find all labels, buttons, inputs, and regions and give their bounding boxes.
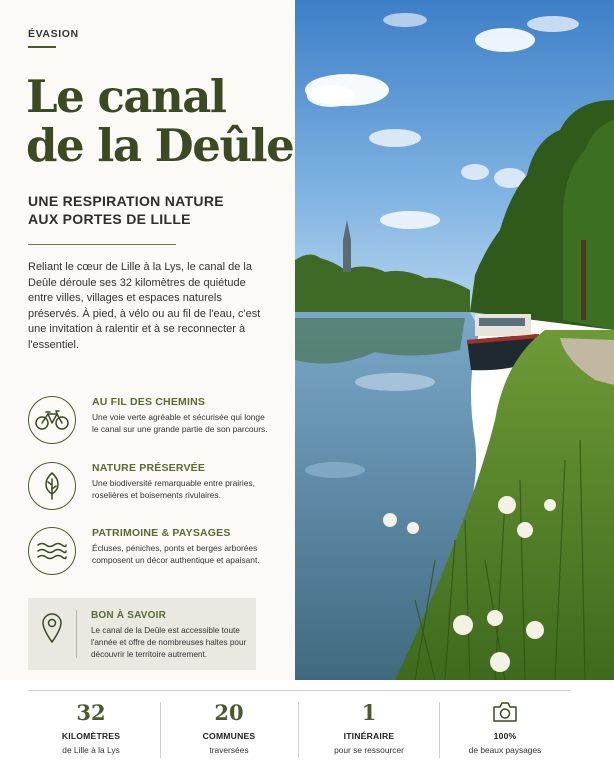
- subtitle-divider: [28, 244, 176, 245]
- feature-description: Une biodiversité remarquable entre prairies, roselières et boisements rivulaires.: [92, 478, 255, 501]
- info-divider: [76, 610, 77, 658]
- stat-value: 20: [214, 700, 244, 725]
- feature-heritage: [28, 527, 278, 581]
- location-pin-icon: [40, 612, 64, 649]
- feature-title: PATRIMOINE & PAYSAGES: [92, 527, 231, 539]
- feature-paths: [28, 396, 278, 450]
- stat-label: COMMUNES: [202, 731, 256, 741]
- info-description: Le canal de la Deûle est accessible toute l'année et offre de nombreuses haltes pour découvrir le territoire autrement.: [91, 626, 247, 659]
- stat-value: 1: [361, 700, 377, 725]
- feature-description: Écluses, péniches, ponts et berges arborées composent un décor authentique et apaisant.: [92, 543, 260, 566]
- bicycle-icon: [28, 396, 76, 444]
- stat-sublabel: pour se ressourcer: [334, 745, 404, 755]
- stat-label: 100%: [493, 731, 517, 741]
- canal-photo: [295, 0, 614, 680]
- subtitle-line-1: UNE RESPIRATION NATURE: [28, 193, 224, 209]
- stat-sublabel: traversées: [209, 745, 249, 755]
- stat-kilometres: [28, 700, 154, 760]
- section-kicker: ÉVASION: [28, 28, 79, 40]
- stat-communes: [166, 700, 292, 760]
- feature-description: Une voie verte agréable et sécurisée qui longe le canal sur une grande partie de son parcours.: [92, 412, 268, 435]
- stat-value: 32: [76, 700, 106, 725]
- stats-divider: [28, 690, 570, 691]
- stat-separator: [439, 702, 440, 758]
- stat-label: KILOMÈTRES: [61, 731, 121, 741]
- stat-paysages: [445, 700, 565, 760]
- feature-title: AU FIL DES CHEMINS: [92, 396, 206, 408]
- title-line-2: de la Deûle: [26, 119, 294, 172]
- stat-separator: [160, 702, 161, 758]
- good-to-know-box: [28, 598, 256, 670]
- subtitle-line-2: AUX PORTES DE LILLE: [28, 211, 191, 227]
- info-title: BON À SAVOIR: [91, 610, 166, 621]
- title-line-1: Le canal: [26, 70, 226, 123]
- stat-sublabel: de beaux paysages: [468, 745, 542, 755]
- intro-paragraph: Reliant le cœur de Lille à la Lys, le canal de la Deûle déroule ses 32 kilomètres de quiétude entre villes, villages et espaces naturels préservés. À pied, à vélo ou au fil de l'eau, c'est une invitation à ralentir et à se reconnecter à l'essentiel.: [28, 261, 261, 351]
- kicker-underline: [28, 46, 56, 48]
- stat-label: ITINÉRAIRE: [343, 731, 395, 741]
- feature-title: NATURE PRÉSERVÉE: [92, 462, 206, 474]
- page-title: [26, 72, 293, 170]
- waves-icon: [28, 527, 76, 575]
- stat-sublabel: de Lille à la Lys: [62, 745, 120, 755]
- stat-separator: [298, 702, 299, 758]
- subtitle: [28, 192, 278, 228]
- article-text-column: [0, 0, 295, 680]
- feature-nature: [28, 462, 278, 516]
- stat-itineraire: [304, 700, 434, 760]
- camera-icon: [445, 700, 565, 728]
- leaf-icon: [28, 462, 76, 510]
